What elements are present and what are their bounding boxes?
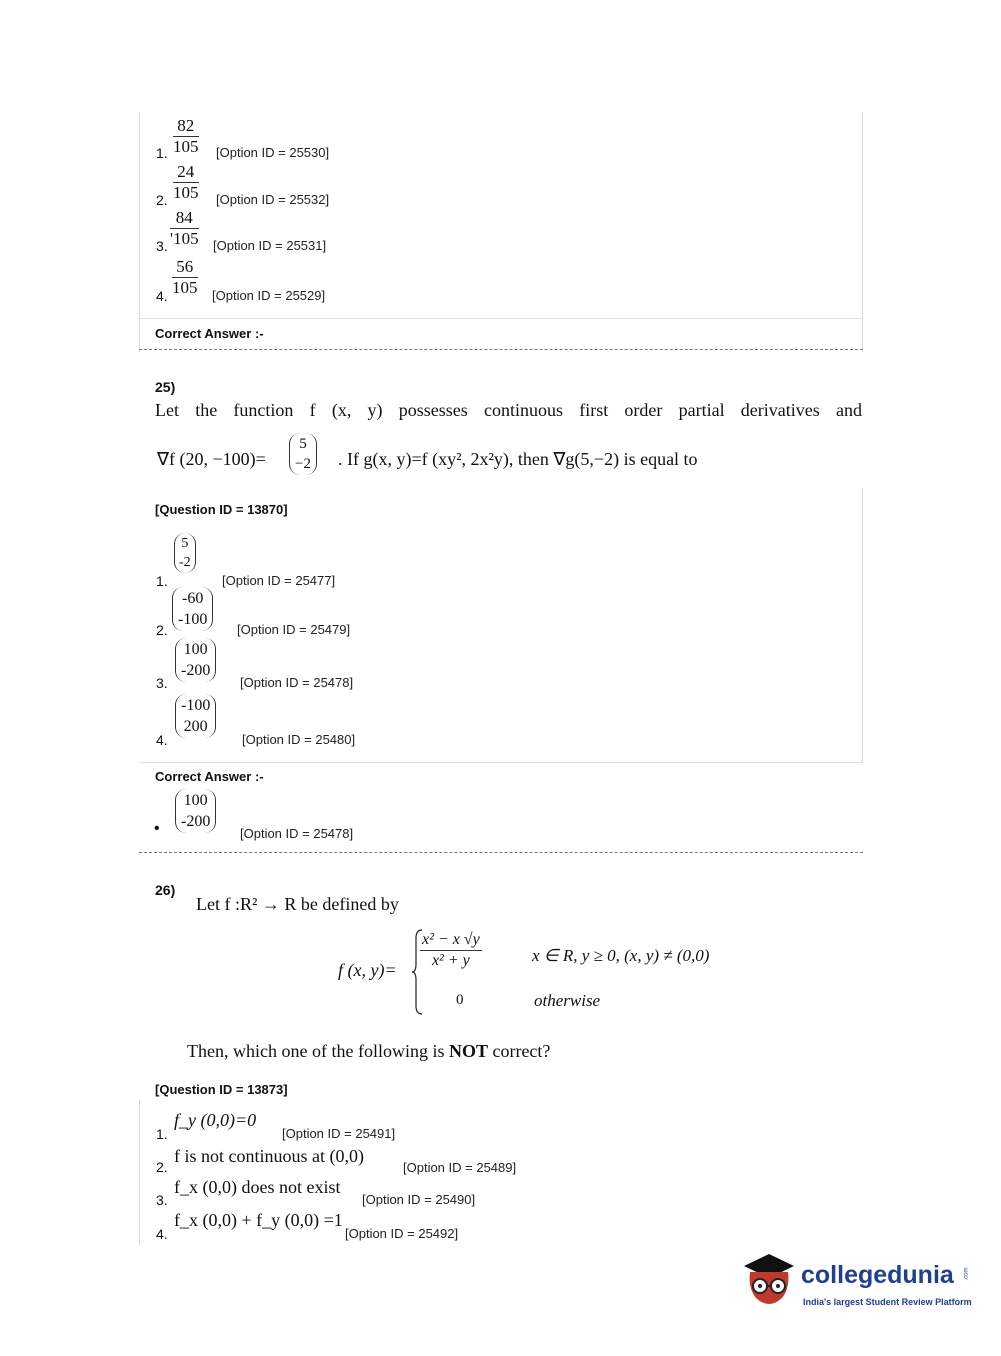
option-id: [Option ID = 25490] [362,1192,476,1207]
option-id: [Option ID = 25531] [213,238,327,253]
option-id: [Option ID = 25480] [242,732,356,747]
option-id: [Option ID = 25532] [216,192,330,207]
option-id: [Option ID = 25477] [222,573,336,588]
correct-option-id: [Option ID = 25478] [240,826,354,841]
option-vector: -60 -100 [172,587,213,631]
case1-fraction: $\frac{\text{x² − x √y}}{\text{x² + y}}$ [422,931,480,969]
option-id: [Option ID = 25479] [237,622,351,637]
option-number: 1. [156,1126,168,1142]
brand-tagline: India's largest Student Review Platform [803,1297,972,1307]
right-border [862,112,863,352]
option-number: 2. [156,192,168,208]
question-id: [Question ID = 13873] [155,1082,288,1097]
gradient-vector: 5 −2 [289,433,317,475]
option-number: 3. [156,675,168,691]
case2-condition: otherwise [534,991,601,1010]
option-fraction: $\frac{82}{105}$ [173,116,199,156]
option-id: [Option ID = 25492] [345,1226,459,1241]
option-id: [Option ID = 25529] [212,288,326,303]
option-vector: 5 -2 [174,533,196,573]
dotted-divider [139,349,863,350]
option-number: 4. [156,288,168,304]
option-number: 3. [156,238,168,254]
case2-value: 0 [456,992,464,1008]
function-label: f (x, y)= [338,960,397,980]
divider [139,318,863,319]
option-text: f is not continuous at (0,0) [174,1146,364,1166]
left-border [139,112,140,352]
option-number: 3. [156,1192,168,1208]
option-number: 2. [156,1159,168,1175]
bullet: • [154,820,160,837]
question-prompt: Then, which one of the following is NOT correct? [187,1041,551,1061]
right-border [862,488,863,763]
brand-name: collegedunia [801,1261,954,1289]
option-id: [Option ID = 25478] [240,675,354,690]
option-number: 2. [156,622,168,638]
option-number: 1. [156,145,168,161]
question-intro: Let f :R² → R be defined by [196,894,399,914]
question-text-line1: Let the function f (x, y) possesses continuous first order partial derivatives and [155,400,862,420]
brand-suffix: .com [963,1267,970,1281]
left-border [139,1100,140,1245]
question-id: [Question ID = 13870] [155,502,288,517]
option-id: [Option ID = 25491] [282,1126,396,1141]
option-number: 1. [156,573,168,589]
option-text: f_y (0,0)=0 [174,1110,257,1130]
case1-condition: x ∈ R, y ≥ 0, (x, y) ≠ (0,0) [532,946,710,965]
mascot-icon [740,1250,798,1312]
option-text: f_x (0,0) + f_y (0,0) =1 [174,1210,343,1230]
dotted-divider [139,852,863,853]
correct-answer-label: Correct Answer :- [155,769,264,784]
correct-answer-label: Correct Answer :- [155,326,264,341]
question-text-gradient: ∇f (20, −100)= [157,449,266,469]
option-id: [Option ID = 25530] [216,145,330,160]
option-text: f_x (0,0) does not exist [174,1177,341,1197]
question-number: 25) [155,379,176,395]
option-fraction: $\frac{56}{105}$ [172,257,198,297]
question-text-line2: . If g(x, y)=f (xy², 2x²y), then ∇g(5,−2) is equal to [338,449,698,469]
divider [139,762,863,763]
option-id: [Option ID = 25489] [403,1160,517,1175]
option-fraction: $\frac{24}{105}$ [173,162,199,202]
option-number: 4. [156,732,168,748]
question-number: 26) [155,882,176,898]
option-number: 4. [156,1226,168,1242]
correct-answer-vector: 100 -200 [175,789,216,833]
option-fraction: $\frac{84}{'105}$ [170,208,199,248]
option-vector: 100 -200 [175,638,216,682]
option-vector: -100 200 [175,694,216,738]
